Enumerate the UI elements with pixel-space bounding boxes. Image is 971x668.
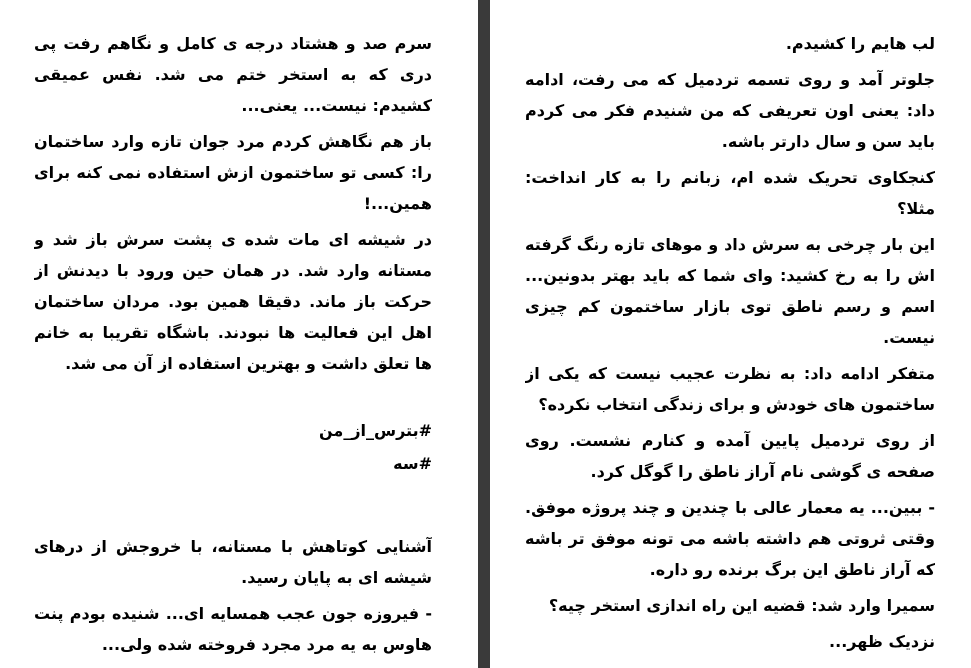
- paragraph: آشنایی کوتاهش با مستانه، با خروجش از درهای شیشه ای به پایان رسید.: [34, 537, 432, 587]
- paragraph: در شیشه ای مات شده ی پشت سرش باز شد و مستانه وارد شد. در همان حین ورود با دیدنش از حرکت باز ماند. دقیقا همین بود. مردان ساختمان اهل این فعالیت ها نبودند. باشگاه تقریبا به خانم ها تعلق داشت و بهترین استفاده از آن می شد.: [34, 230, 432, 373]
- right-page: [525, 28, 935, 658]
- paragraph: سرم صد و هشتاد درجه ی کامل و نگاهم رفت پی دری که به استخر ختم می شد. نفس عمیقی کشیدم: نیست... یعنی...: [34, 34, 432, 115]
- paragraph: سمیرا وارد شد: قضیه این راه اندازی استخر چیه؟: [548, 596, 935, 615]
- paragraph: - ببین... یه معمار عالی با چندین و چند پروژه موفق. وقتی ثروتی هم داشته باشه می تونه موفق تر باشه که آراز ناطق این برگ برنده رو داره.: [525, 498, 935, 579]
- left-page: [34, 28, 432, 658]
- paragraph: این بار چرخی به سرش داد و موهای تازه رنگ گرفته اش را به رخ کشید: وای شما که باید بهتر بدونین... اسم و رسم ناطق توی بازار ساختمون کم چیزی نیست.: [525, 235, 935, 347]
- paragraph: از روی تردمیل پایین آمده و کنارم نشست. روی صفحه ی گوشی نام آراز ناطق را گوگل کرد.: [525, 431, 935, 481]
- paragraph: - فیروزه جون عجب همسایه ای... شنیده بودم پنت هاوس به یه مرد مجرد فروخته شده ولی...: [34, 604, 432, 654]
- hashtag: #سه: [393, 454, 432, 473]
- hashtag: #بترس_از_من: [319, 421, 432, 440]
- spacer: [34, 384, 432, 415]
- paragraph: جلوتر آمد و روی تسمه تردمیل که می رفت، ادامه داد: یعنی اون تعریفی که من شنیدم فکر می کردم باید سن و سال دارتر باشه.: [525, 70, 935, 151]
- spacer: [34, 481, 432, 531]
- paragraph: لب هایم را کشیدم.: [785, 34, 935, 53]
- paragraph: نزدیک ظهر...: [829, 632, 935, 651]
- paragraph: باز هم نگاهش کردم مرد جوان تازه وارد ساختمان را: کسی تو ساختمون ازش استفاده نمی کنه برای همین...!: [34, 132, 432, 213]
- paragraph: متفکر ادامه داد: به نظرت عجیب نیست که یکی از ساختمون های خودش و برای زندگی انتخاب نکرده؟: [525, 364, 935, 414]
- page-divider: [478, 0, 490, 668]
- paragraph: کنجکاوی تحریک شده ام، زبانم را به کار انداخت: مثلا؟: [525, 168, 935, 218]
